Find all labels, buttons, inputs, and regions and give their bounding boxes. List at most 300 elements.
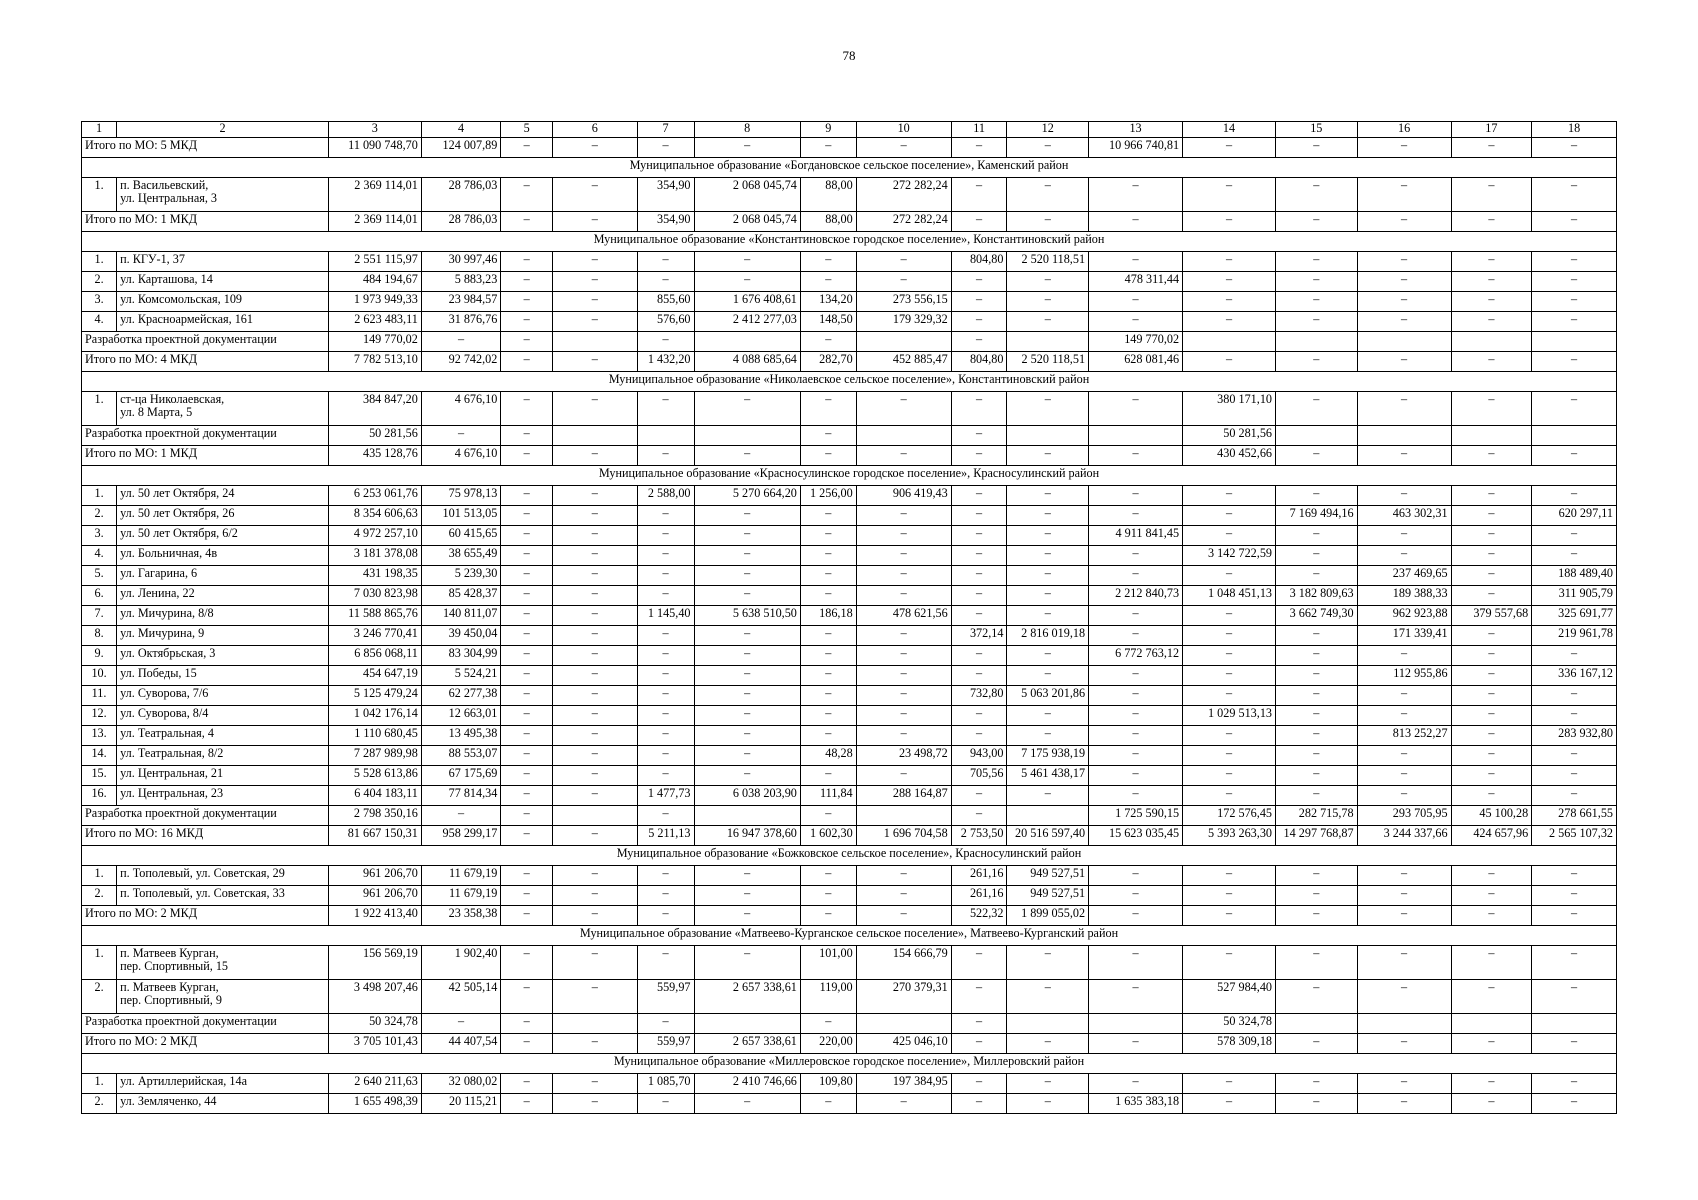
value-cell-col-10: –	[856, 686, 951, 706]
value-cell-col-8: 4 088 685,64	[694, 352, 800, 372]
value-cell-col-11: –	[951, 566, 1007, 586]
value-cell-col-9: –	[800, 446, 856, 466]
value-cell-col-13: –	[1089, 766, 1183, 786]
value-cell-col-6: –	[552, 866, 637, 886]
value-cell-col-3: 2 369 114,01	[328, 178, 421, 212]
value-cell-col-5: –	[501, 566, 553, 586]
value-cell-col-3: 384 847,20	[328, 392, 421, 426]
value-cell-col-10: –	[856, 1094, 951, 1114]
value-cell-col-4: –	[421, 332, 501, 352]
address-cell: п. Тополевый, ул. Советская, 33	[117, 886, 329, 906]
value-cell-col-5: –	[501, 212, 553, 232]
value-cell-col-6: –	[552, 506, 637, 526]
value-cell-col-7: –	[637, 766, 694, 786]
value-cell-col-17: –	[1451, 1094, 1532, 1114]
row-number: 2.	[82, 506, 117, 526]
value-cell-col-11: –	[951, 666, 1007, 686]
value-cell-col-10: –	[856, 906, 951, 926]
value-cell-col-7: 354,90	[637, 178, 694, 212]
value-cell-col-9: –	[800, 506, 856, 526]
value-cell-col-16: –	[1357, 352, 1451, 372]
value-cell-col-5: –	[501, 1074, 553, 1094]
column-number-9: 9	[800, 122, 856, 138]
value-cell-col-13: 10 966 740,81	[1089, 138, 1183, 158]
value-cell-col-11: –	[951, 446, 1007, 466]
address-cell: ул. Гагарина, 6	[117, 566, 329, 586]
municipality-header-row	[82, 158, 1617, 178]
total-label: Итого по МО: 1 МКД	[82, 446, 329, 466]
value-cell-col-5: –	[501, 786, 553, 806]
row-number: 2.	[82, 272, 117, 292]
value-cell-col-9: 282,70	[800, 352, 856, 372]
column-number-6: 6	[552, 122, 637, 138]
value-cell-col-16: –	[1357, 906, 1451, 926]
value-cell-col-15: –	[1276, 1074, 1358, 1094]
value-cell-col-9: 119,00	[800, 980, 856, 1014]
value-cell-col-12: –	[1007, 178, 1089, 212]
value-cell-col-11: –	[951, 980, 1007, 1014]
value-cell-col-16: –	[1357, 646, 1451, 666]
value-cell-col-17: –	[1451, 946, 1532, 980]
value-cell-col-16: 189 388,33	[1357, 586, 1451, 606]
value-cell-col-12: 949 527,51	[1007, 886, 1089, 906]
value-cell-col-14: –	[1183, 178, 1276, 212]
value-cell-col-10	[856, 806, 951, 826]
value-cell-col-15: –	[1276, 526, 1358, 546]
value-cell-col-12: –	[1007, 292, 1089, 312]
value-cell-col-8: 5 638 510,50	[694, 606, 800, 626]
value-cell-col-18: 188 489,40	[1532, 566, 1617, 586]
value-cell-col-5: –	[501, 312, 553, 332]
row-number: 8.	[82, 626, 117, 646]
value-cell-col-8: 2 068 045,74	[694, 178, 800, 212]
value-cell-col-6	[552, 332, 637, 352]
value-cell-col-3: 1 042 176,14	[328, 706, 421, 726]
value-cell-col-12: –	[1007, 946, 1089, 980]
value-cell-col-16: 962 923,88	[1357, 606, 1451, 626]
value-cell-col-16: –	[1357, 786, 1451, 806]
table-row	[82, 312, 1617, 332]
value-cell-col-14: 527 984,40	[1183, 980, 1276, 1014]
value-cell-col-10	[856, 332, 951, 352]
value-cell-col-13: –	[1089, 446, 1183, 466]
value-cell-col-5: –	[501, 546, 553, 566]
value-cell-col-11: –	[951, 646, 1007, 666]
row-number: 1.	[82, 392, 117, 426]
value-cell-col-16: –	[1357, 546, 1451, 566]
value-cell-col-10: 1 696 704,58	[856, 826, 951, 846]
value-cell-col-7: 1 145,40	[637, 606, 694, 626]
value-cell-col-7: –	[637, 866, 694, 886]
table-row	[82, 546, 1617, 566]
value-cell-col-9: –	[800, 706, 856, 726]
value-cell-col-6: –	[552, 586, 637, 606]
value-cell-col-9: –	[800, 138, 856, 158]
value-cell-col-18: –	[1532, 706, 1617, 726]
row-number: 2.	[82, 886, 117, 906]
address-cell: п. Матвеев Курган, пер. Спортивный, 15	[117, 946, 329, 980]
total-row	[82, 332, 1617, 352]
value-cell-col-17: –	[1451, 292, 1532, 312]
value-cell-col-5: –	[501, 726, 553, 746]
value-cell-col-4: 85 428,37	[421, 586, 501, 606]
value-cell-col-16	[1357, 1014, 1451, 1034]
address-cell: ул. Победы, 15	[117, 666, 329, 686]
row-number: 1.	[82, 252, 117, 272]
value-cell-col-3: 1 655 498,39	[328, 1094, 421, 1114]
value-cell-col-9: –	[800, 332, 856, 352]
table-row	[82, 686, 1617, 706]
value-cell-col-17: –	[1451, 906, 1532, 926]
value-cell-col-3: 6 253 061,76	[328, 486, 421, 506]
value-cell-col-6: –	[552, 566, 637, 586]
value-cell-col-13: –	[1089, 566, 1183, 586]
value-cell-col-12: –	[1007, 506, 1089, 526]
value-cell-col-18: –	[1532, 646, 1617, 666]
value-cell-col-18: 336 167,12	[1532, 666, 1617, 686]
value-cell-col-9: 220,00	[800, 1034, 856, 1054]
value-cell-col-4: 23 984,57	[421, 292, 501, 312]
value-cell-col-17: –	[1451, 586, 1532, 606]
address-cell: ул. Артиллерийская, 14а	[117, 1074, 329, 1094]
value-cell-col-3: 2 798 350,16	[328, 806, 421, 826]
value-cell-col-14: –	[1183, 1074, 1276, 1094]
value-cell-col-10: –	[856, 666, 951, 686]
value-cell-col-14: –	[1183, 686, 1276, 706]
total-label: Итого по МО: 1 МКД	[82, 212, 329, 232]
value-cell-col-16: 463 302,31	[1357, 506, 1451, 526]
value-cell-col-4: 124 007,89	[421, 138, 501, 158]
value-cell-col-15: 282 715,78	[1276, 806, 1358, 826]
value-cell-col-5: –	[501, 586, 553, 606]
value-cell-col-10: –	[856, 646, 951, 666]
address-cell: п. Матвеев Курган, пер. Спортивный, 9	[117, 980, 329, 1014]
table-row	[82, 292, 1617, 312]
value-cell-col-18: –	[1532, 546, 1617, 566]
value-cell-col-3: 2 640 211,63	[328, 1074, 421, 1094]
value-cell-col-8	[694, 1014, 800, 1034]
value-cell-col-11: 372,14	[951, 626, 1007, 646]
value-cell-col-4: 28 786,03	[421, 212, 501, 232]
value-cell-col-8: –	[694, 766, 800, 786]
value-cell-col-18: –	[1532, 252, 1617, 272]
page-number: 78	[842, 48, 856, 63]
address-cell: ул. Октябрьская, 3	[117, 646, 329, 666]
value-cell-col-6: –	[552, 826, 637, 846]
value-cell-col-4: 32 080,02	[421, 1074, 501, 1094]
value-cell-col-11: –	[951, 1034, 1007, 1054]
value-cell-col-8: 2 068 045,74	[694, 212, 800, 232]
value-cell-col-4: 5 524,21	[421, 666, 501, 686]
value-cell-col-5: –	[501, 706, 553, 726]
value-cell-col-5: –	[501, 138, 553, 158]
value-cell-col-8: –	[694, 666, 800, 686]
row-number: 11.	[82, 686, 117, 706]
value-cell-col-17: –	[1451, 686, 1532, 706]
value-cell-col-9: –	[800, 666, 856, 686]
value-cell-col-15: –	[1276, 646, 1358, 666]
value-cell-col-5: –	[501, 352, 553, 372]
value-cell-col-10: –	[856, 886, 951, 906]
value-cell-col-9: –	[800, 686, 856, 706]
value-cell-col-3: 5 528 613,86	[328, 766, 421, 786]
value-cell-col-4: 20 115,21	[421, 1094, 501, 1114]
value-cell-col-15: –	[1276, 1094, 1358, 1114]
value-cell-col-6	[552, 806, 637, 826]
value-cell-col-18	[1532, 1014, 1617, 1034]
value-cell-col-10: –	[856, 252, 951, 272]
value-cell-col-14: 172 576,45	[1183, 806, 1276, 826]
value-cell-col-5: –	[501, 178, 553, 212]
value-cell-col-16: 3 244 337,66	[1357, 826, 1451, 846]
value-cell-col-7: 576,60	[637, 312, 694, 332]
value-cell-col-9: –	[800, 906, 856, 926]
value-cell-col-6: –	[552, 392, 637, 426]
row-number: 1.	[82, 1074, 117, 1094]
value-cell-col-12: –	[1007, 526, 1089, 546]
value-cell-col-3: 2 369 114,01	[328, 212, 421, 232]
value-cell-col-14: 430 452,66	[1183, 446, 1276, 466]
value-cell-col-15: –	[1276, 706, 1358, 726]
total-label: Итого по МО: 2 МКД	[82, 1034, 329, 1054]
value-cell-col-9: 88,00	[800, 178, 856, 212]
value-cell-col-5: –	[501, 626, 553, 646]
table-row	[82, 486, 1617, 506]
row-number: 4.	[82, 546, 117, 566]
value-cell-col-15: 14 297 768,87	[1276, 826, 1358, 846]
value-cell-col-11: –	[951, 546, 1007, 566]
value-cell-col-3: 7 782 513,10	[328, 352, 421, 372]
value-cell-col-4: 75 978,13	[421, 486, 501, 506]
value-cell-col-10: 906 419,43	[856, 486, 951, 506]
value-cell-col-8: –	[694, 546, 800, 566]
value-cell-col-14: –	[1183, 766, 1276, 786]
value-cell-col-12	[1007, 332, 1089, 352]
value-cell-col-10: –	[856, 566, 951, 586]
value-cell-col-10	[856, 1014, 951, 1034]
value-cell-col-13	[1089, 426, 1183, 446]
value-cell-col-7: 1 085,70	[637, 1074, 694, 1094]
value-cell-col-18: –	[1532, 686, 1617, 706]
value-cell-col-4: 44 407,54	[421, 1034, 501, 1054]
value-cell-col-7: 559,97	[637, 1034, 694, 1054]
value-cell-col-7: –	[637, 686, 694, 706]
value-cell-col-13: –	[1089, 606, 1183, 626]
value-cell-col-12: –	[1007, 980, 1089, 1014]
value-cell-col-5: –	[501, 252, 553, 272]
value-cell-col-13	[1089, 1014, 1183, 1034]
value-cell-col-10: –	[856, 506, 951, 526]
value-cell-col-17: –	[1451, 746, 1532, 766]
value-cell-col-17: –	[1451, 486, 1532, 506]
value-cell-col-4: 23 358,38	[421, 906, 501, 926]
total-label: Разработка проектной документации	[82, 426, 329, 446]
value-cell-col-16: –	[1357, 138, 1451, 158]
value-cell-col-6: –	[552, 980, 637, 1014]
table-row	[82, 786, 1617, 806]
value-cell-col-9: –	[800, 886, 856, 906]
value-cell-col-4: –	[421, 806, 501, 826]
register-table	[81, 121, 1617, 1114]
value-cell-col-8: 2 657 338,61	[694, 980, 800, 1014]
value-cell-col-17: –	[1451, 866, 1532, 886]
value-cell-col-9: –	[800, 726, 856, 746]
value-cell-col-17: –	[1451, 212, 1532, 232]
value-cell-col-18: –	[1532, 1034, 1617, 1054]
value-cell-col-7: –	[637, 446, 694, 466]
value-cell-col-6	[552, 1014, 637, 1034]
value-cell-col-12: –	[1007, 666, 1089, 686]
value-cell-col-16: –	[1357, 392, 1451, 426]
value-cell-col-16: –	[1357, 272, 1451, 292]
value-cell-col-4: 60 415,65	[421, 526, 501, 546]
value-cell-col-4: 77 814,34	[421, 786, 501, 806]
value-cell-col-5: –	[501, 646, 553, 666]
value-cell-col-7: –	[637, 252, 694, 272]
value-cell-col-6: –	[552, 178, 637, 212]
value-cell-col-4: 92 742,02	[421, 352, 501, 372]
value-cell-col-11: 943,00	[951, 746, 1007, 766]
address-cell: ул. Суворова, 8/4	[117, 706, 329, 726]
address-cell: ул. Центральная, 21	[117, 766, 329, 786]
value-cell-col-3: 50 281,56	[328, 426, 421, 446]
value-cell-col-9: 88,00	[800, 212, 856, 232]
value-cell-col-5: –	[501, 766, 553, 786]
value-cell-col-14: –	[1183, 138, 1276, 158]
value-cell-col-14: –	[1183, 906, 1276, 926]
value-cell-col-6: –	[552, 272, 637, 292]
value-cell-col-10: 23 498,72	[856, 746, 951, 766]
value-cell-col-18: –	[1532, 866, 1617, 886]
municipality-header-row	[82, 926, 1617, 946]
value-cell-col-5: –	[501, 806, 553, 826]
value-cell-col-5: –	[501, 866, 553, 886]
column-number-1: 1	[82, 122, 117, 138]
value-cell-col-4: 101 513,05	[421, 506, 501, 526]
value-cell-col-9: –	[800, 866, 856, 886]
value-cell-col-3: 2 551 115,97	[328, 252, 421, 272]
value-cell-col-14: –	[1183, 626, 1276, 646]
value-cell-col-3: 6 856 068,11	[328, 646, 421, 666]
value-cell-col-14: –	[1183, 272, 1276, 292]
value-cell-col-8: 16 947 378,60	[694, 826, 800, 846]
value-cell-col-11: –	[951, 1094, 1007, 1114]
value-cell-col-6: –	[552, 312, 637, 332]
value-cell-col-5: –	[501, 746, 553, 766]
value-cell-col-7: 1 477,73	[637, 786, 694, 806]
value-cell-col-11: –	[951, 586, 1007, 606]
value-cell-col-5: –	[501, 426, 553, 446]
value-cell-col-18: –	[1532, 886, 1617, 906]
value-cell-col-4: 12 663,01	[421, 706, 501, 726]
value-cell-col-12: 5 461 438,17	[1007, 766, 1089, 786]
table-row	[82, 526, 1617, 546]
value-cell-col-6: –	[552, 886, 637, 906]
value-cell-col-10: –	[856, 726, 951, 746]
row-number: 13.	[82, 726, 117, 746]
value-cell-col-16	[1357, 332, 1451, 352]
value-cell-col-18: 278 661,55	[1532, 806, 1617, 826]
table-row	[82, 252, 1617, 272]
value-cell-col-18: –	[1532, 212, 1617, 232]
value-cell-col-10: 197 384,95	[856, 1074, 951, 1094]
value-cell-col-14: 50 281,56	[1183, 426, 1276, 446]
value-cell-col-15: –	[1276, 178, 1358, 212]
value-cell-col-18: –	[1532, 352, 1617, 372]
table-row	[82, 606, 1617, 626]
value-cell-col-14: 380 171,10	[1183, 392, 1276, 426]
address-cell: ул. Центральная, 23	[117, 786, 329, 806]
value-cell-col-14: 1 048 451,13	[1183, 586, 1276, 606]
value-cell-col-8: –	[694, 446, 800, 466]
value-cell-col-5: –	[501, 1094, 553, 1114]
value-cell-col-13: –	[1089, 1074, 1183, 1094]
table-row	[82, 178, 1617, 212]
value-cell-col-6: –	[552, 786, 637, 806]
row-number: 3.	[82, 526, 117, 546]
value-cell-col-18: –	[1532, 1074, 1617, 1094]
value-cell-col-7: –	[637, 1014, 694, 1034]
value-cell-col-13: 4 911 841,45	[1089, 526, 1183, 546]
value-cell-col-18: 219 961,78	[1532, 626, 1617, 646]
value-cell-col-8: –	[694, 526, 800, 546]
value-cell-col-10: 273 556,15	[856, 292, 951, 312]
value-cell-col-11: –	[951, 272, 1007, 292]
value-cell-col-13: –	[1089, 212, 1183, 232]
total-label: Итого по МО: 4 МКД	[82, 352, 329, 372]
total-label: Разработка проектной документации	[82, 806, 329, 826]
value-cell-col-10: 425 046,10	[856, 1034, 951, 1054]
municipality-title: Муниципальное образование «Константиновское городское поселение», Константиновский район	[82, 232, 1617, 252]
value-cell-col-7: –	[637, 666, 694, 686]
value-cell-col-17: –	[1451, 666, 1532, 686]
row-number: 1.	[82, 178, 117, 212]
value-cell-col-17	[1451, 332, 1532, 352]
value-cell-col-11: 522,32	[951, 906, 1007, 926]
value-cell-col-13: –	[1089, 392, 1183, 426]
value-cell-col-15: –	[1276, 726, 1358, 746]
row-number: 2.	[82, 980, 117, 1014]
value-cell-col-8: –	[694, 646, 800, 666]
value-cell-col-16: –	[1357, 178, 1451, 212]
value-cell-col-7	[637, 426, 694, 446]
value-cell-col-6: –	[552, 1094, 637, 1114]
value-cell-col-8: –	[694, 866, 800, 886]
value-cell-col-17: –	[1451, 138, 1532, 158]
value-cell-col-7: –	[637, 1094, 694, 1114]
value-cell-col-14: –	[1183, 726, 1276, 746]
value-cell-col-3: 1 922 413,40	[328, 906, 421, 926]
address-cell: п. КГУ-1, 37	[117, 252, 329, 272]
value-cell-col-9: –	[800, 766, 856, 786]
value-cell-col-11: –	[951, 1014, 1007, 1034]
municipality-header-row	[82, 466, 1617, 486]
value-cell-col-7: –	[637, 392, 694, 426]
value-cell-col-13: –	[1089, 906, 1183, 926]
address-cell: ул. 50 лет Октября, 6/2	[117, 526, 329, 546]
value-cell-col-9: 1 602,30	[800, 826, 856, 846]
value-cell-col-8: 2 657 338,61	[694, 1034, 800, 1054]
value-cell-col-10: –	[856, 586, 951, 606]
value-cell-col-9: –	[800, 806, 856, 826]
table-row	[82, 866, 1617, 886]
value-cell-col-10: 288 164,87	[856, 786, 951, 806]
table-row	[82, 392, 1617, 426]
value-cell-col-11: 2 753,50	[951, 826, 1007, 846]
value-cell-col-14: –	[1183, 786, 1276, 806]
value-cell-col-10: –	[856, 766, 951, 786]
address-cell: ул. Комсомольская, 109	[117, 292, 329, 312]
